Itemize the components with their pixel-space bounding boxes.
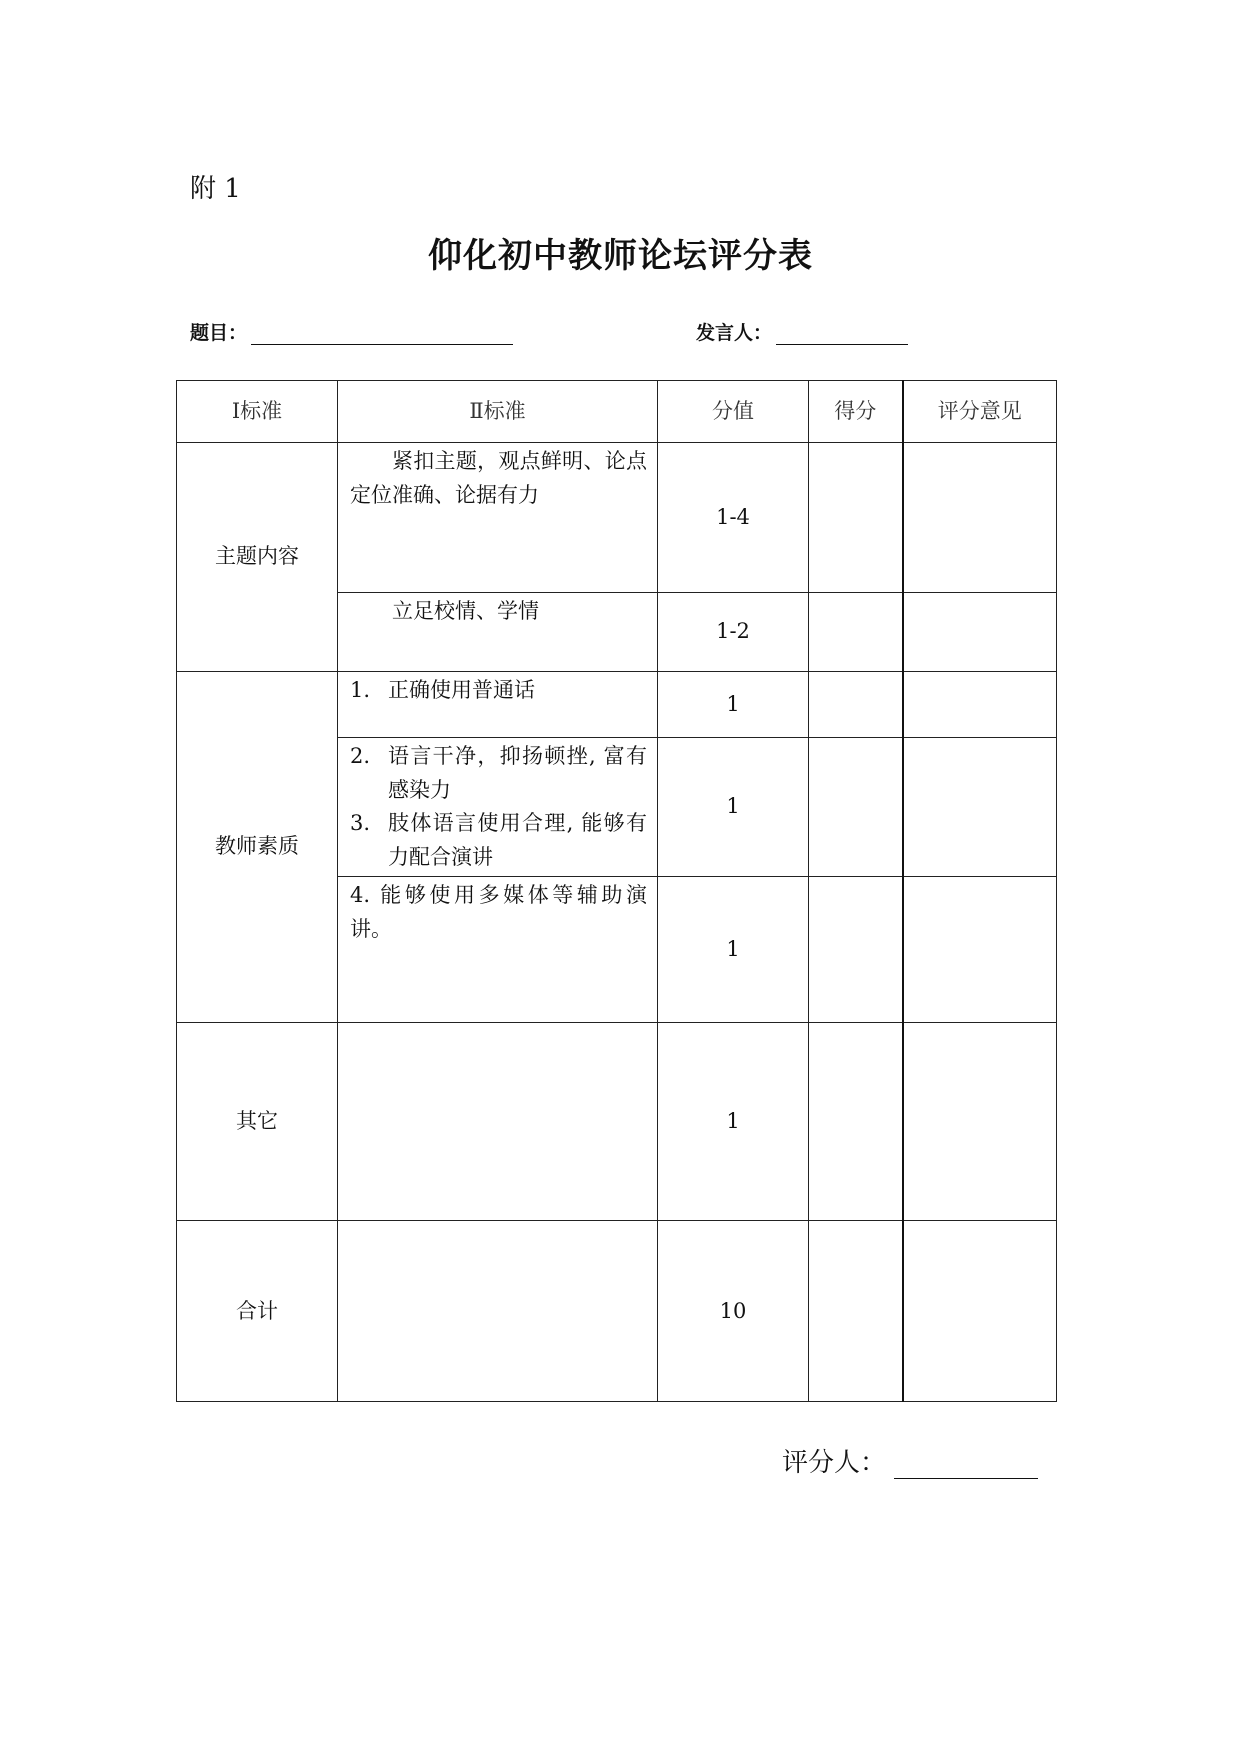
header-value: 分值: [658, 381, 809, 443]
score-cell[interactable]: [809, 1221, 903, 1402]
table-row: [177, 443, 1057, 593]
value-cell: 1-2: [658, 593, 809, 672]
table-row: [177, 1023, 1057, 1221]
score-table: [176, 380, 1057, 1402]
criteria-text: 4. 能够使用多媒体等辅助演讲。: [350, 883, 647, 941]
item-number: 2.: [350, 744, 371, 768]
table-header-row: [177, 381, 1057, 443]
value-cell: 10: [658, 1221, 809, 1402]
item-text: 肢体语言使用合理, 能够有力配合演讲: [388, 811, 647, 869]
table-row: [177, 1221, 1057, 1402]
scorer-blank-line[interactable]: [894, 1450, 1038, 1479]
comment-cell[interactable]: [903, 443, 1057, 593]
score-cell[interactable]: [809, 877, 903, 1023]
score-cell[interactable]: [809, 593, 903, 672]
appendix-label: 附 1: [190, 174, 241, 204]
category-cell: 教师素质: [177, 672, 338, 1023]
comment-cell[interactable]: [903, 1221, 1057, 1402]
criteria-cell: [338, 672, 658, 738]
speaker-field: [696, 318, 908, 345]
criteria-cell: [338, 877, 658, 1023]
scorer-label: 评分人：: [782, 1448, 887, 1478]
criteria-cell: [338, 738, 658, 877]
category-cell: 其它: [177, 1023, 338, 1221]
value-cell: 1: [658, 672, 809, 738]
topic-blank-line[interactable]: [251, 322, 513, 345]
criteria-item: [350, 807, 647, 874]
speaker-blank-line[interactable]: [776, 322, 908, 345]
category-cell: 主题内容: [177, 443, 338, 672]
topic-field: [190, 318, 513, 345]
value-cell: 1-4: [658, 443, 809, 593]
comment-cell[interactable]: [903, 593, 1057, 672]
item-number: 3.: [350, 811, 371, 836]
criteria-item: [350, 674, 647, 708]
page-title: 仰化初中教师论坛评分表: [428, 236, 813, 276]
comment-cell[interactable]: [903, 1023, 1057, 1221]
header-score: 得分: [809, 381, 903, 443]
header-comment: 评分意见: [903, 381, 1057, 443]
table-row: [177, 672, 1057, 738]
comment-cell[interactable]: [903, 672, 1057, 738]
category-cell: 合计: [177, 1221, 338, 1402]
value-cell: 1: [658, 877, 809, 1023]
score-cell[interactable]: [809, 1023, 903, 1221]
criteria-cell: [338, 1023, 658, 1221]
score-cell[interactable]: [809, 443, 903, 593]
comment-cell[interactable]: [903, 738, 1057, 877]
comment-cell[interactable]: [903, 877, 1057, 1023]
item-text: 正确使用普通话: [388, 678, 535, 702]
item-text: 语言干净，抑扬顿挫, 富有感染力: [388, 744, 647, 802]
criteria-item: [350, 740, 647, 807]
topic-label: 题目：: [190, 322, 248, 344]
criteria-text: 立足校情、学情: [392, 599, 539, 623]
item-number: 1.: [350, 678, 371, 702]
speaker-label: 发言人：: [696, 322, 773, 344]
criteria-text: 紧扣主题，观点鲜明、论点定位准确、论据有力: [350, 449, 647, 507]
header-level2: Ⅱ标准: [338, 381, 658, 443]
value-cell: 1: [658, 738, 809, 877]
scorer-field: [782, 1442, 1038, 1479]
header-level1: Ⅰ标准: [177, 381, 338, 443]
score-cell[interactable]: [809, 738, 903, 877]
value-cell: 1: [658, 1023, 809, 1221]
criteria-cell: [338, 443, 658, 593]
criteria-cell: [338, 1221, 658, 1402]
score-cell[interactable]: [809, 672, 903, 738]
criteria-cell: [338, 593, 658, 672]
